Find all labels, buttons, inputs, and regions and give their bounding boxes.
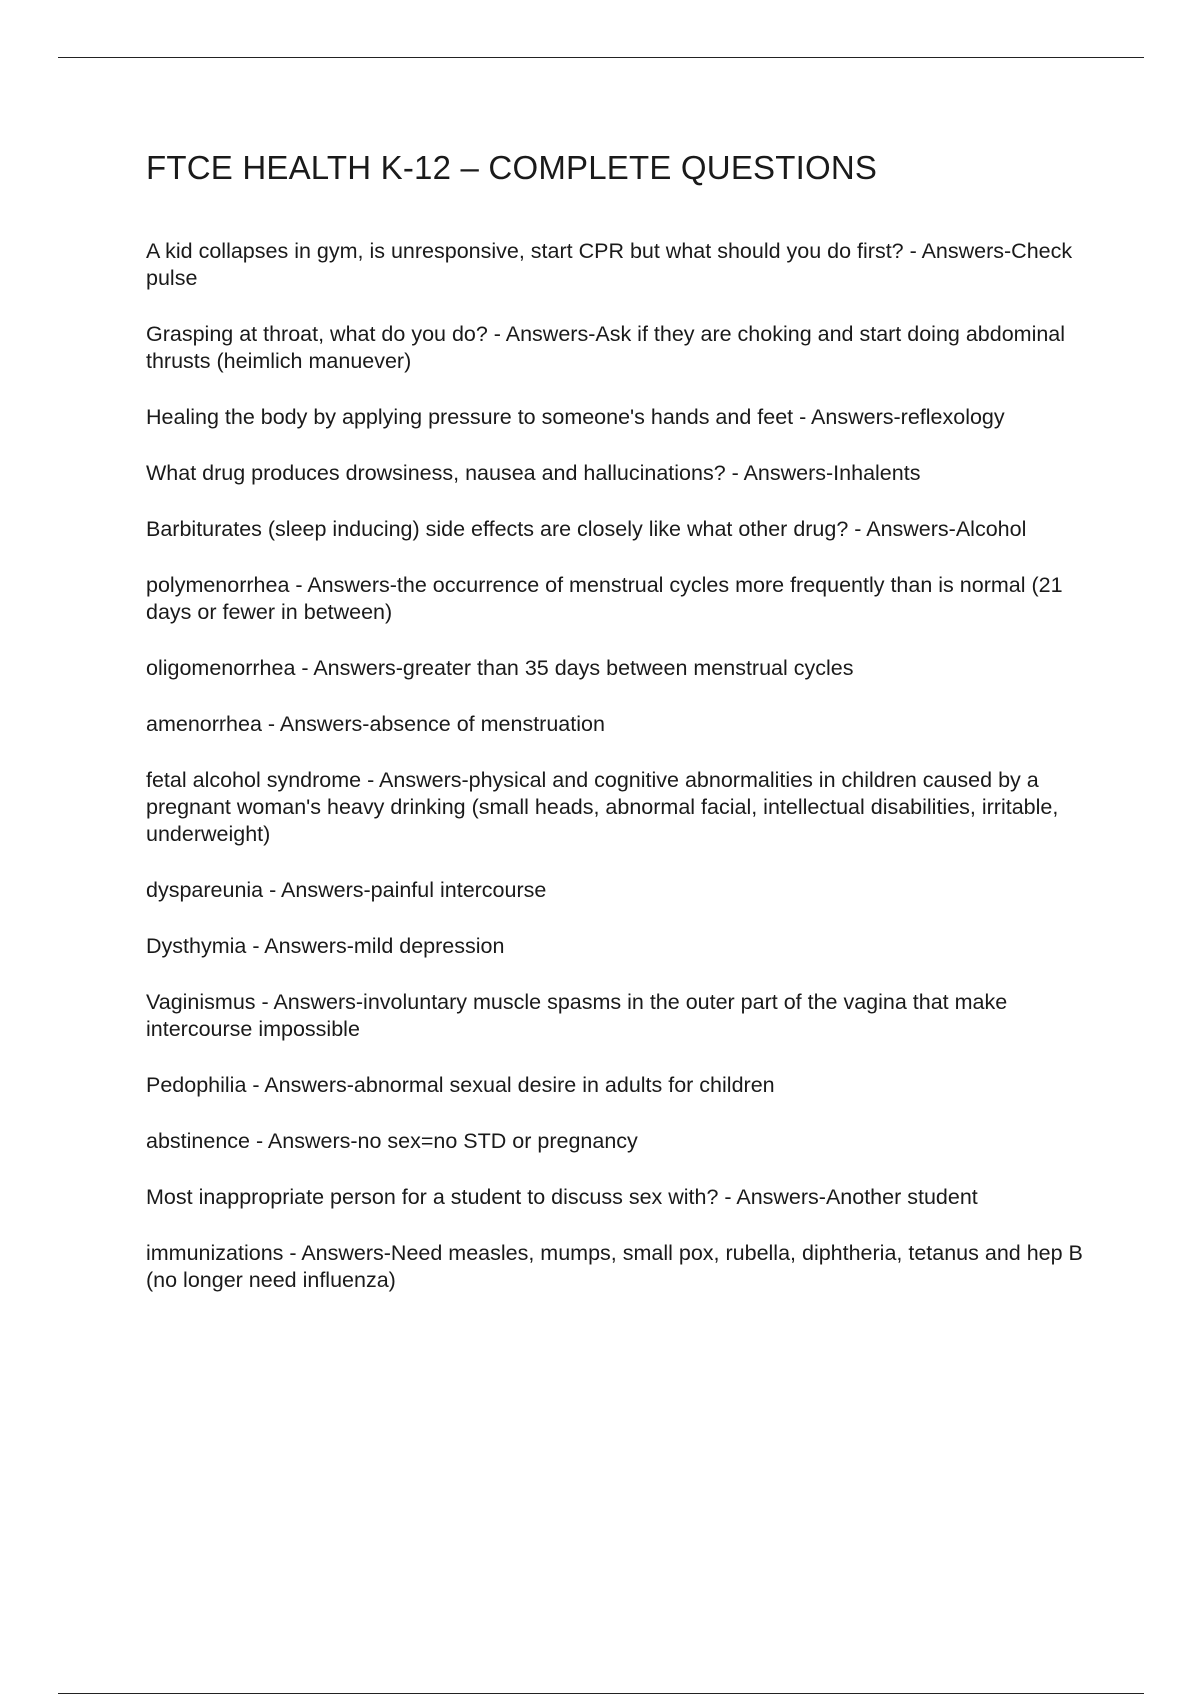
qa-item: Most inappropriate person for a student to discuss sex with? - Answers-Another student <box>146 1185 978 1209</box>
qa-item: Dysthymia - Answers-mild depression <box>146 934 505 958</box>
qa-item: oligomenorrhea - Answers-greater than 35 days between menstrual cycles <box>146 656 854 680</box>
qa-item: What drug produces drowsiness, nausea and hallucinations? - Answers-Inhalents <box>146 461 921 485</box>
page-title: FTCE HEALTH K-12 – COMPLETE QUESTIONS <box>146 149 878 186</box>
page-content <box>146 148 1096 1323</box>
qa-item: dyspareunia - Answers-painful intercourse <box>146 878 547 902</box>
qa-item: abstinence - Answers-no sex=no STD or pregnancy <box>146 1129 638 1153</box>
qa-item: Grasping at throat, what do you do? - Answers-Ask if they are choking and start doing abdominal thrusts (heimlich manuever) <box>146 322 1066 373</box>
qa-item: Barbiturates (sleep inducing) side effects are closely like what other drug? - Answers-Alcohol <box>146 517 1027 541</box>
qa-item: A kid collapses in gym, is unresponsive, start CPR but what should you do first? - Answers-Check pulse <box>146 239 1073 290</box>
bottom-divider <box>58 1693 1144 1694</box>
qa-item: immunizations - Answers-Need measles, mumps, small pox, rubella, diphtheria, tetanus and hep B (no longer need influenza) <box>146 1241 1083 1292</box>
qa-item: polymenorrhea - Answers-the occurrence of menstrual cycles more frequently than is normal (21 days or fewer in between) <box>146 573 1063 624</box>
qa-item: Healing the body by applying pressure to someone's hands and feet - Answers-reflexology <box>146 405 1005 429</box>
qa-list <box>146 238 1096 1294</box>
qa-item: fetal alcohol syndrome - Answers-physical and cognitive abnormalities in children caused by a pregnant woman's heavy drinking (small heads, abnormal facial, intellectual disabilities, irritable, underweight) <box>146 768 1059 846</box>
qa-item: amenorrhea - Answers-absence of menstruation <box>146 712 605 736</box>
qa-item: Pedophilia - Answers-abnormal sexual desire in adults for children <box>146 1073 775 1097</box>
top-divider <box>58 57 1144 58</box>
qa-item: Vaginismus - Answers-involuntary muscle spasms in the outer part of the vagina that make intercourse impossible <box>146 990 1008 1041</box>
